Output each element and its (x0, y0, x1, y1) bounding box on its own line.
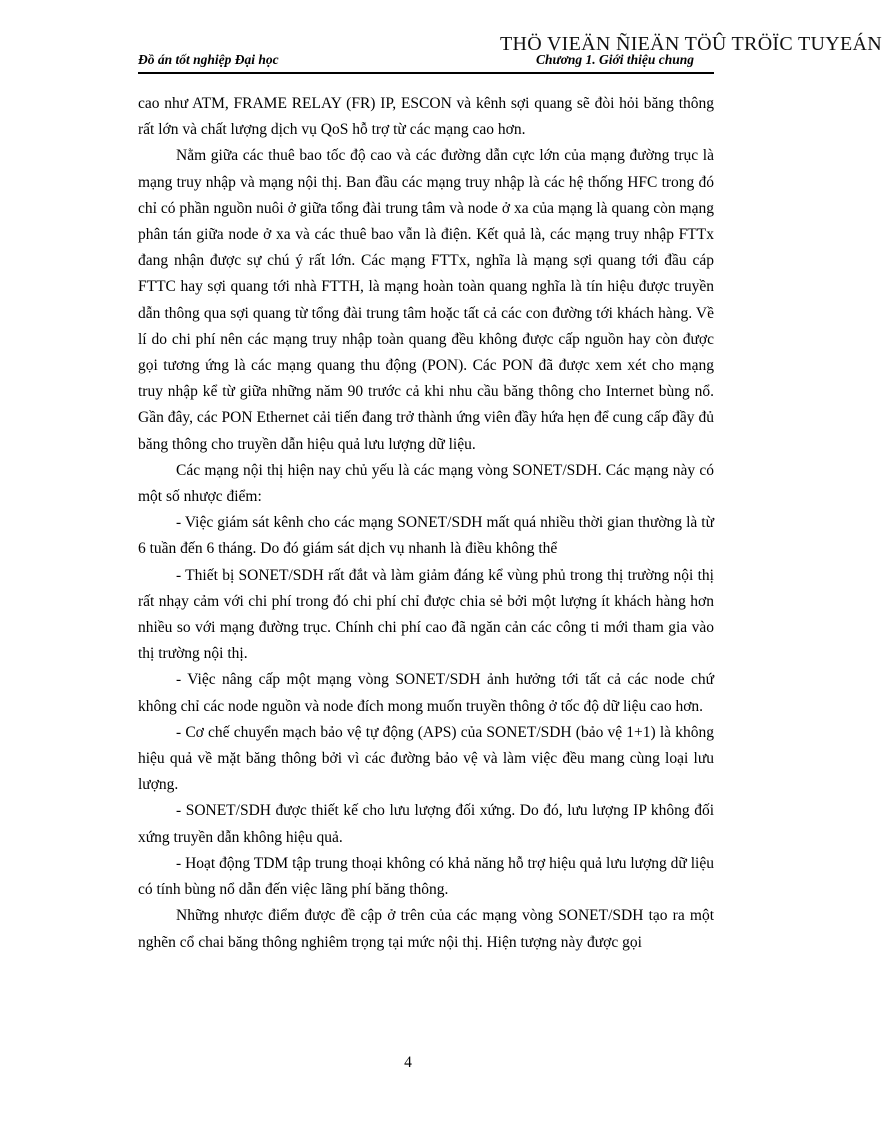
header-chapter-title: Chương 1. Giới thiệu chung (536, 52, 694, 67)
paragraph: cao như ATM, FRAME RELAY (FR) IP, ESCON và kênh sợi quang sẽ đòi hỏi băng thông rất lớn và chất lượng dịch vụ QoS hỗ trợ từ các mạng cao hơn. (138, 95, 714, 139)
list-item: - SONET/SDH được thiết kế cho lưu lượng đối xứng. Do đó, lưu lượng IP không đối xứng truyền dẫn không hiệu quả. (138, 802, 714, 846)
list-item: - Thiết bị SONET/SDH rất đắt và làm giảm đáng kể vùng phủ trong thị trường nội thị rất nhạy cảm với chi phí trong đó chi phí chỉ được chia sẻ bởi một lượng ít khách hàng hơn nhiều so với mạng đường trục. Chính chi phí cao đã ngăn cản các công ti mới tham gia vào thị trường nội thị. (138, 566, 714, 663)
paragraph: Các mạng nội thị hiện nay chủ yếu là các mạng vòng SONET/SDH. Các mạng này có một số nhược điểm: (138, 461, 714, 506)
watermark-text: THÖ VIEÄN ÑIEÄN TÖÛ TRÖÏC TUYEÁN (500, 33, 882, 55)
paragraph: Nằm giữa các thuê bao tốc độ cao và các đường dẫn cực lớn của mạng đường trục là mạng truy nhập và mạng nội thị. Ban đầu các mạng truy nhập là các hệ thống HFC trong đó chỉ có phần nguồn nuôi ở giữa tổng đài trung tâm và node ở xa của mạng là quang còn mạng phân tán giữa node ở xa và các thuê bao vẫn là điện. Kết quả là, các mạng truy nhập FTTx đang nhận được sự chú ý rất lớn. Các mạng FTTx, nghĩa là mạng sợi quang tới đầu cáp FTTC hay sợi quang tới nhà FTTH, là mạng hoàn toàn quang nghĩa là tín hiệu được truyền dẫn thông qua sợi quang từ tổng đài trung tâm hoặc tất cả các con đường tới khách hàng. Về lí do chi phí nên các mạng truy nhập toàn quang đều không được cấp nguồn hay còn được gọi tương ứng là các mạng quang thu động (PON). Các PON đã được xem xét cho mạng truy nhập kể từ giữa những năm 90 trước cả khi nhu cầu băng thông cho Internet bùng nổ. Gần đây, các PON Ethernet cải tiến đang trở thành ứng viên đầy hứa hẹn để cung cấp đầy đủ băng thông cho truyền dẫn hiệu quả lưu lượng dữ liệu. (138, 147, 714, 453)
header-divider (138, 72, 714, 74)
header-document-title: Đồ án tốt nghiệp Đại học (138, 52, 279, 67)
list-item: - Việc giám sát kênh cho các mạng SONET/SDH mất quá nhiều thời gian thường là từ 6 tuần đến 6 tháng. Do đó giám sát dịch vụ nhanh là điều không thể (138, 514, 714, 558)
list-item: - Việc nâng cấp một mạng vòng SONET/SDH ảnh hưởng tới tất cả các node chứ không chỉ các node nguồn và node đích mong muốn truyền thông ở tốc độ dữ liệu cao hơn. (138, 671, 714, 715)
page-body (138, 91, 714, 956)
paragraph: Những nhược điểm được đề cập ở trên của các mạng vòng SONET/SDH tạo ra một nghẽn cổ chai băng thông nghiêm trọng tại mức nội thị. Hiện tượng này được gọi (138, 907, 714, 951)
page-number: 4 (404, 1054, 412, 1071)
list-item: - Hoạt động TDM tập trung thoại không có khả năng hỗ trợ hiệu quả lưu lượng dữ liệu có tính bùng nổ dẫn đến việc lãng phí băng thông. (138, 854, 714, 899)
list-item: - Cơ chế chuyển mạch bảo vệ tự động (APS) của SONET/SDH (bảo vệ 1+1) là không hiệu quả về mặt băng thông bởi vì các đường bảo vệ và làm việc đều mang cùng loại lưu lượng. (138, 723, 714, 794)
